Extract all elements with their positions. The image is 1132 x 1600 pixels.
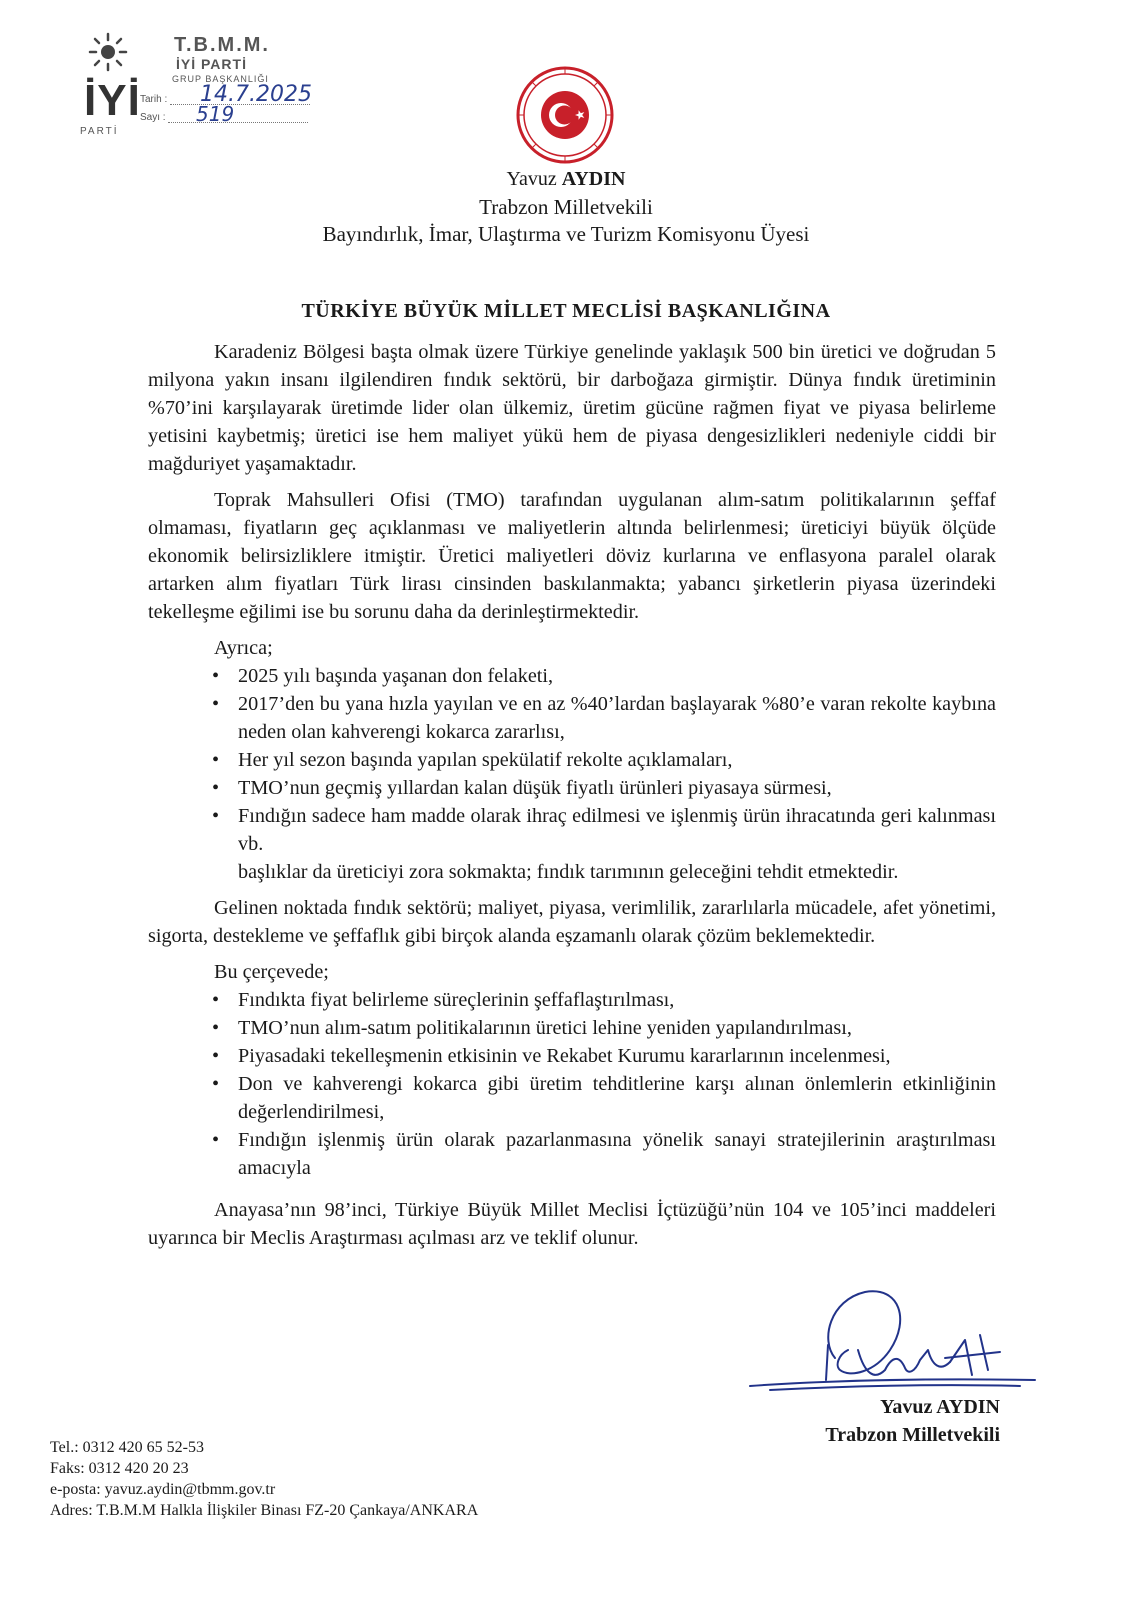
list-item: • Fındığın sadece ham madde olarak ihraç edilmesi ve işlenmiş ürün ihracatında geri kalınması vb. [238,802,996,858]
party-stamp [78,30,328,137]
goals-list [148,986,996,1182]
list-item: • TMO’nun geçmiş yıllardan kalan düşük fiyatlı ürünleri piyasaya sürmesi, [238,774,996,802]
stamp-number-line [168,110,308,123]
author-committee: Bayındırlık, İmar, Ulaştırma ve Turizm Komisyonu Üyesi [322,222,810,246]
stamp-number-handwritten: 519 [196,102,235,126]
signatory-name: Yavuz AYDIN [880,1396,1000,1418]
stamp-org: T.B.M.M. [174,34,270,56]
contact-address: Adres: T.B.M.M Halkla İlişkiler Binası FZ-20 Çankaya/ANKARA [50,1502,479,1519]
stamp-date-label: Tarih : [140,94,168,105]
contact-phone: Tel.: 0312 420 65 52-53 [50,1439,204,1456]
author-surname: AYDIN [561,168,626,190]
paragraph-intro: Karadeniz Bölgesi başta olmak üzere Türkiye genelinde yaklaşık 500 bin üretici ve doğrudan 5 milyona yakın insanı ilgilendiren fındık sektörü, bir darboğaza girmiştir. Dünya fındık üretiminin %70’ini karşılayarak üretimde lider olan ülkemiz, üretim gücüne rağmen fiyat ve piyasa belirleme yetisini kaybetmiş; üretici ise hem maliyet yükü hem de piyasa dengesizlikleri nedeniyle ciddi bir mağduriyet yaşamaktadır. [148,341,996,475]
also-lead: Ayrıca; [214,637,273,659]
addressee-heading: TÜRKİYE BÜYÜK MİLLET MECLİSİ BAŞKANLIĞINA [301,300,831,322]
iyi-logo-text: İYİ [84,76,141,125]
paragraph-closing: Anayasa’nın 98’inci, Türkiye Büyük Millet Meclisi İçtüzüğü’nün 104 ve 105’inci maddeleri uyarınca bir Meclis Araştırması açılması arz ve teklif olunur. [148,1199,996,1249]
contact-email: e-posta: yavuz.aydin@tbmm.gov.tr [50,1481,276,1498]
stamp-date-handwritten: 14.7.2025 [200,82,312,107]
frame-lead: Bu çerçevede; [214,961,329,983]
contact-info [50,1437,478,1521]
author-name [0,168,1132,191]
author-first-name: Yavuz [506,168,562,190]
iyi-logo-subtext: PARTİ [80,126,119,137]
list-item: • Fındığın işlenmiş ürün olarak pazarlanmasına yönelik sanayi stratejilerinin araştırılması amacıyla [238,1126,996,1182]
list-item: • 2017’den bu yana hızla yayılan ve en az %40’lardan başlayarak %80’e varan rekolte kaybına neden olan kahverengi kokarca zararlısı, [238,690,996,746]
author-title: Trabzon Milletvekili [479,195,653,219]
tbmm-seal-icon [515,65,615,165]
list-item: • TMO’nun alım-satım politikalarının üretici lehine yeniden yapılandırılması, [238,1014,996,1042]
problems-list [148,662,996,858]
stamp-group: GRUP BAŞKANLIĞI [172,74,269,84]
list-item: • 2025 yılı başında yaşanan don felaketi, [238,662,996,690]
stamp-party: İYİ PARTİ [176,56,247,72]
list-item: • Her yıl sezon başında yapılan spekülatif rekolte açıklamaları, [238,746,996,774]
signatory-title: Trabzon Milletvekili [825,1424,1000,1446]
list-item: • Fındıkta fiyat belirleme süreçlerinin şeffaflaştırılması, [238,986,996,1014]
list-item: • Don ve kahverengi kokarca gibi üretim tehditlerine karşı alınan önlemlerin etkinliğinin değerlendirilmesi, [238,1070,996,1126]
contact-fax: Faks: 0312 420 20 23 [50,1460,189,1477]
problems-list-tail: başlıklar da üreticiyi zora sokmakta; fındık tarımının geleceğini tehdit etmektedir. [238,861,899,883]
letter-body [148,338,996,1252]
stamp-number-label: Sayı : [140,112,166,123]
paragraph-sector: Gelinen noktada fındık sektörü; maliyet, piyasa, verimlilik, zararlılarla mücadele, afet yönetimi, sigorta, destekleme ve şeffaflık gibi birçok alanda eşzamanlı olarak çözüm beklemektedir. [148,897,996,947]
iyi-sun-logo-icon [88,32,128,72]
paragraph-tmo: Toprak Mahsulleri Ofisi (TMO) tarafından uygulanan alım-satım politikalarının şeffaf olmaması, fiyatların geç açıklanması ve maliyetlerin altında belirlenmesi; üreticiyi büyük ölçüde ekonomik belirsizliklere itmiştir. Üretici maliyetleri döviz kurlarına ve enflasyona paralel olarak artarken alım fiyatları Türk lirası cinsinden baskılanmakta; yabancı şirketlerin piyasa üzerindeki tekelleşme eğilimi ise bu sorunu daha da derinleştirmektedir. [148,489,996,623]
list-item: • Piyasadaki tekelleşmenin etkisinin ve Rekabet Kurumu kararlarının incelenmesi, [238,1042,996,1070]
